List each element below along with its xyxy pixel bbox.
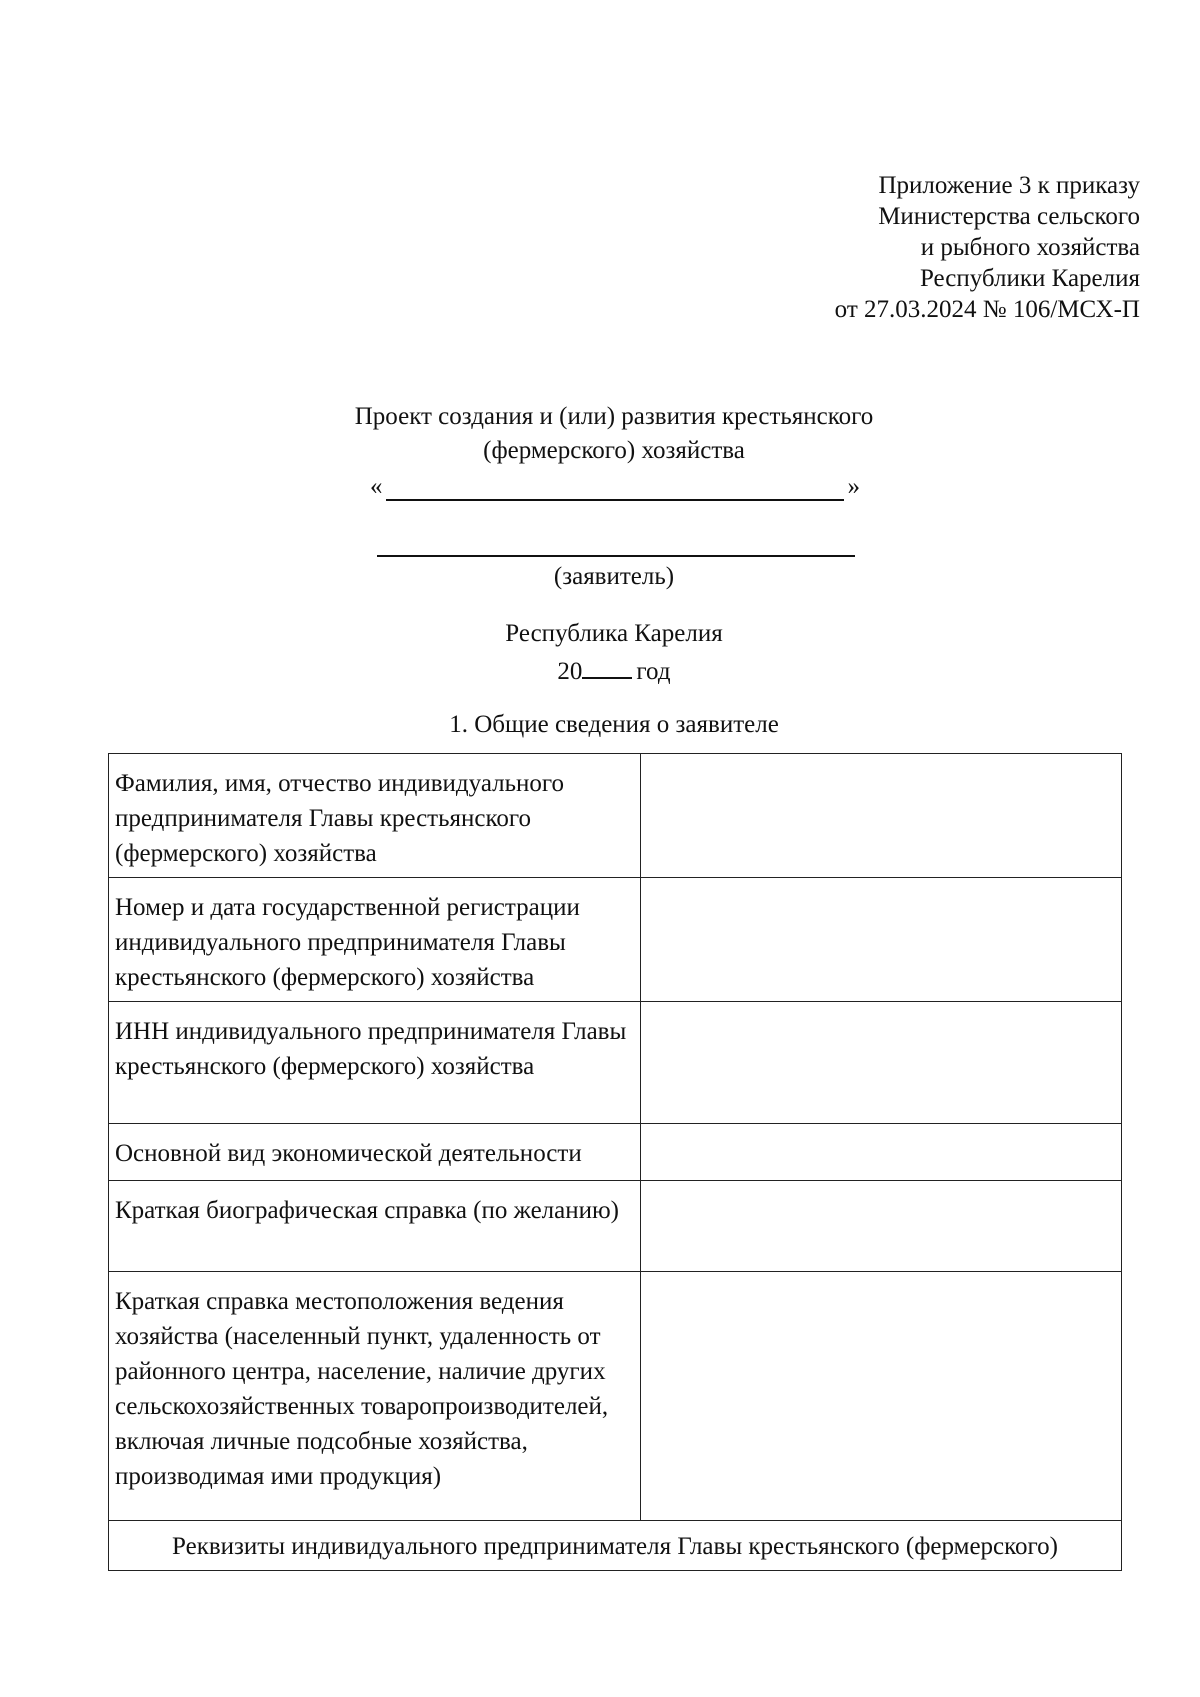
title-line-2: (фермерского) хозяйства [483, 437, 745, 464]
table-row [109, 1124, 1122, 1181]
row-label: Краткая справка местоположения ведения хозяйства (населенный пункт, удаленность от районного центра, население, наличие других сельскохозяйственных товаропроизводителей, включая личные подсобные хозяйства, производимая ими продукция) [109, 1272, 641, 1521]
farm-name-field[interactable] [370, 470, 860, 504]
row-value-cell[interactable] [641, 1272, 1122, 1521]
section-title: 1. Общие сведения о заявителе [449, 711, 779, 738]
row-value-cell[interactable] [641, 878, 1122, 1002]
row-value-cell[interactable] [641, 754, 1122, 878]
applicant-caption: (заявитель) [553, 563, 675, 590]
region-block [0, 617, 1200, 689]
document-title [0, 400, 1200, 468]
table-row [109, 1002, 1122, 1124]
table-row [109, 1181, 1122, 1272]
region-name: Республика Карелия [505, 620, 723, 647]
row-value-cell[interactable] [641, 1181, 1122, 1272]
table-row [109, 878, 1122, 1002]
open-quote: « [370, 473, 383, 500]
appendix-order-number: от 27.03.2024 № 106/МСХ-П [834, 296, 1140, 323]
appendix-line: Приложение 3 к приказу [878, 172, 1140, 199]
title-line-1: Проект создания и (или) развития крестьянского [354, 403, 874, 430]
requisites-row: Реквизиты индивидуального предпринимателя Главы крестьянского (фермерского) [109, 1521, 1122, 1571]
applicant-info-table [108, 753, 1122, 1571]
year-line [0, 651, 1200, 689]
farm-name-blank [386, 499, 844, 501]
row-label: Основной вид экономической деятельности [109, 1124, 641, 1181]
row-value-cell[interactable] [641, 1124, 1122, 1181]
appendix-line: и рыбного хозяйства [920, 234, 1140, 261]
appendix-line: Министерства сельского [878, 203, 1140, 230]
row-value-cell[interactable] [641, 1002, 1122, 1124]
year-suffix: год [636, 658, 671, 685]
appendix-line: Республики Карелия [919, 265, 1140, 292]
table-row [109, 1521, 1122, 1571]
row-label: Краткая биографическая справка (по желанию) [109, 1181, 641, 1272]
row-label: ИНН индивидуального предпринимателя Главы крестьянского (фермерского) хозяйства [109, 1002, 641, 1124]
year-blank[interactable] [582, 651, 632, 679]
close-quote: » [847, 473, 860, 500]
row-label: Фамилия, имя, отчество индивидуального предпринимателя Главы крестьянского (фермерского) хозяйства [109, 754, 641, 878]
year-prefix: 20 [557, 658, 583, 685]
row-label: Номер и дата государственной регистрации индивидуального предпринимателя Главы крестьянского (фермерского) хозяйства [109, 878, 641, 1002]
applicant-blank-line[interactable] [377, 555, 855, 557]
table-row [109, 754, 1122, 878]
table-row [109, 1272, 1122, 1521]
appendix-header [620, 170, 1140, 325]
